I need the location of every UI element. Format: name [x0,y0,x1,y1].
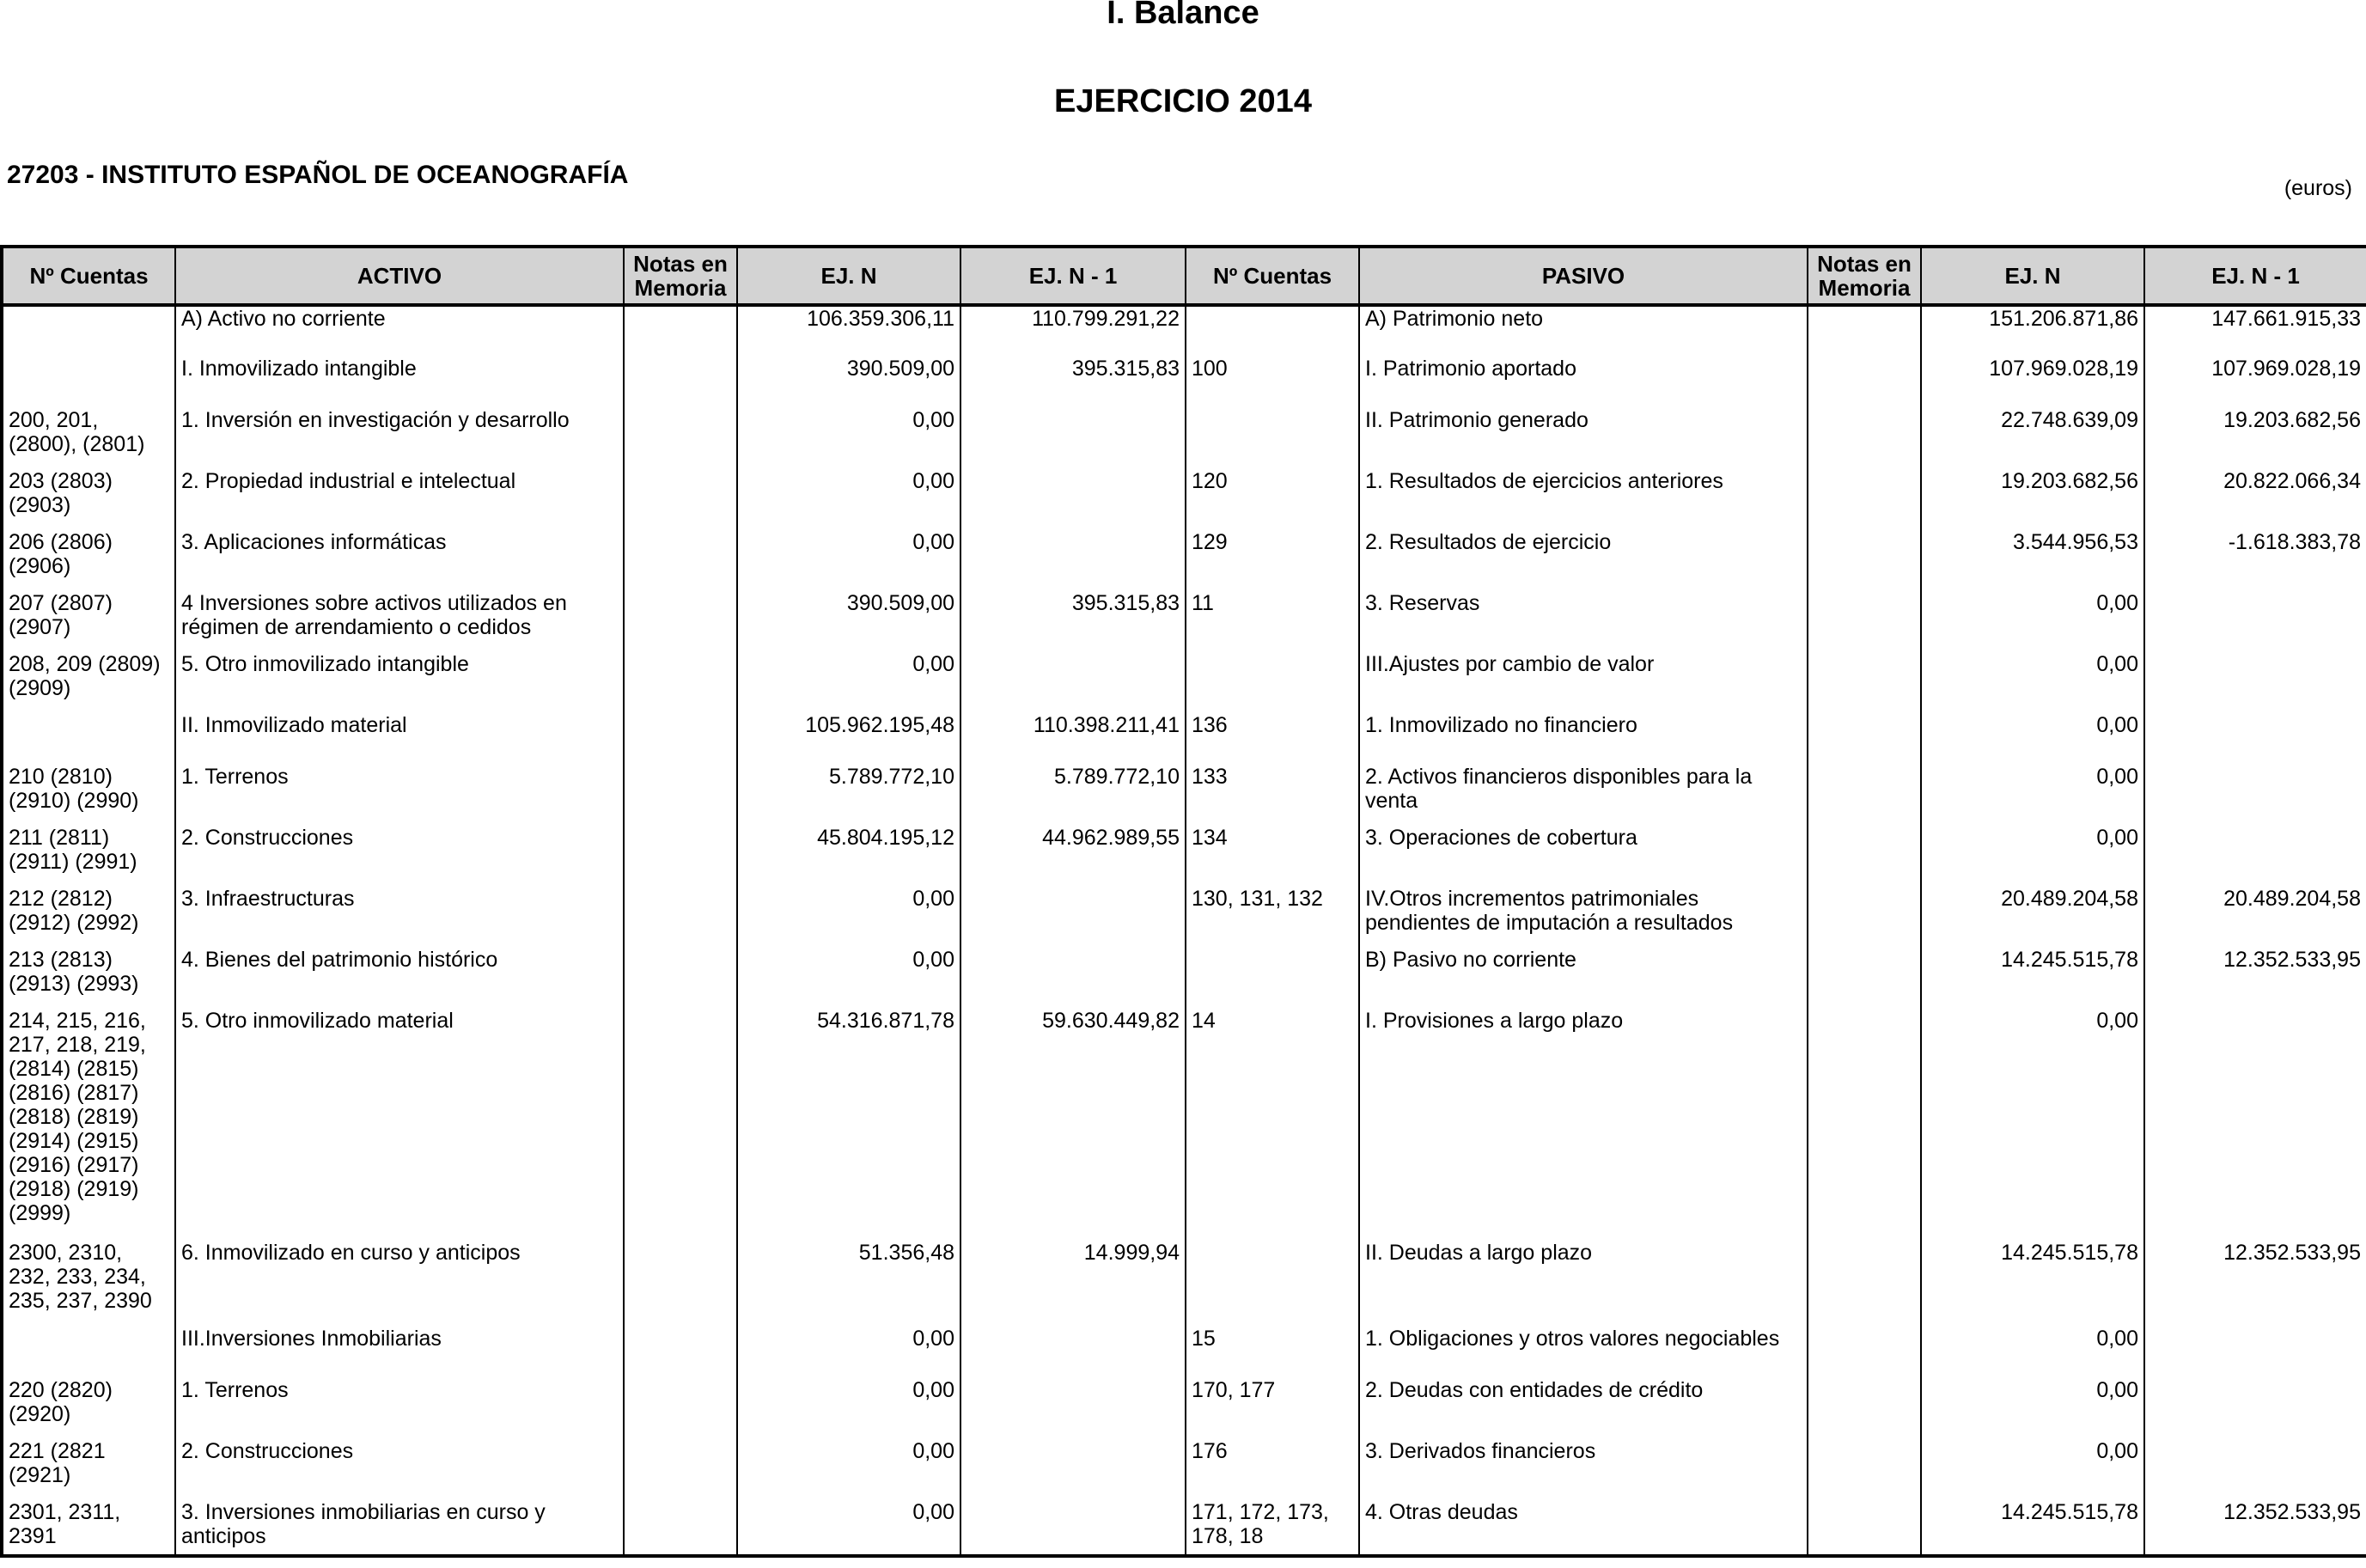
cell-notas-pasivo [1808,469,1921,530]
cell-activo-label: 1. Inversión en investigación y desarrollo [175,408,624,469]
cell-notas-pasivo [1808,305,1921,357]
col-header-ej-n-activo: EJ. N [737,247,960,305]
cell-ej-n1-pasivo [2144,765,2366,826]
cell-notas-pasivo [1808,948,1921,1009]
cell-cuentas-pasivo [1186,408,1359,469]
cell-activo-label: A) Activo no corriente [175,305,624,357]
cell-ej-n-pasivo: 0,00 [1921,1439,2144,1500]
cell-pasivo-label: III.Ajustes por cambio de valor [1359,652,1808,713]
cell-ej-n-pasivo: 14.245.515,78 [1921,1241,2144,1327]
cell-ej-n-activo: 390.509,00 [737,357,960,408]
cell-ej-n-activo: 0,00 [737,1439,960,1500]
cell-ej-n-pasivo: 0,00 [1921,1009,2144,1241]
table-row [2,948,2366,1009]
cell-ej-n-activo: 45.804.195,12 [737,826,960,887]
cell-ej-n1-activo: 395.315,83 [960,591,1186,652]
cell-cuentas-activo [2,305,175,357]
cell-notas-activo [624,713,737,765]
cell-ej-n1-activo: 5.789.772,10 [960,765,1186,826]
cell-ej-n-pasivo: 151.206.871,86 [1921,305,2144,357]
cell-ej-n1-pasivo: -1.618.383,78 [2144,530,2366,591]
cell-ej-n1-pasivo: 20.822.066,34 [2144,469,2366,530]
cell-notas-activo [624,1009,737,1241]
cell-pasivo-label: 1. Resultados de ejercicios anteriores [1359,469,1808,530]
cell-cuentas-activo: 210 (2810) (2910) (2990) [2,765,175,826]
col-header-pasivo: PASIVO [1359,247,1808,305]
cell-cuentas-activo: 220 (2820) (2920) [2,1378,175,1439]
cell-ej-n-activo: 5.789.772,10 [737,765,960,826]
cell-notas-activo [624,530,737,591]
cell-ej-n1-activo [960,1500,1186,1556]
cell-ej-n-activo: 0,00 [737,1500,960,1556]
col-header-ej-n-pasivo: EJ. N [1921,247,2144,305]
cell-pasivo-label: 1. Obligaciones y otros valores negociables [1359,1327,1808,1378]
col-header-notas-pasivo: Notas en Memoria [1808,247,1921,305]
cell-pasivo-label: 2. Activos financieros disponibles para la venta [1359,765,1808,826]
cell-ej-n1-activo [960,408,1186,469]
cell-pasivo-label: II. Deudas a largo plazo [1359,1241,1808,1327]
cell-ej-n1-pasivo: 147.661.915,33 [2144,305,2366,357]
cell-notas-activo [624,408,737,469]
cell-notas-activo [624,887,737,948]
report-subtitle: EJERCICIO 2014 [1054,83,1312,119]
cell-ej-n1-activo [960,887,1186,948]
cell-cuentas-pasivo: 170, 177 [1186,1378,1359,1439]
cell-activo-label: 2. Construcciones [175,826,624,887]
cell-cuentas-activo: 212 (2812) (2912) (2992) [2,887,175,948]
cell-notas-activo [624,305,737,357]
table-row [2,1378,2366,1439]
cell-activo-label: 1. Terrenos [175,765,624,826]
cell-ej-n1-pasivo: 20.489.204,58 [2144,887,2366,948]
cell-notas-pasivo [1808,1439,1921,1500]
cell-pasivo-label: B) Pasivo no corriente [1359,948,1808,1009]
cell-notas-pasivo [1808,652,1921,713]
cell-pasivo-label: 3. Derivados financieros [1359,1439,1808,1500]
cell-ej-n1-activo: 110.799.291,22 [960,305,1186,357]
cell-cuentas-activo: 2301, 2311, 2391 [2,1500,175,1556]
col-header-ej-n1-activo: EJ. N - 1 [960,247,1186,305]
col-header-cuentas-pasivo: Nº Cuentas [1186,247,1359,305]
cell-cuentas-pasivo: 14 [1186,1009,1359,1241]
cell-cuentas-activo [2,1327,175,1378]
table-row [2,1327,2366,1378]
cell-cuentas-pasivo [1186,652,1359,713]
cell-activo-label: I. Inmovilizado intangible [175,357,624,408]
cell-ej-n1-activo [960,1439,1186,1500]
cell-activo-label: 4 Inversiones sobre activos utilizados en régimen de arrendamiento o cedidos [175,591,624,652]
cell-notas-pasivo [1808,1378,1921,1439]
cell-pasivo-label: I. Provisiones a largo plazo [1359,1009,1808,1241]
cell-activo-label: II. Inmovilizado material [175,713,624,765]
cell-ej-n-pasivo: 19.203.682,56 [1921,469,2144,530]
cell-ej-n-pasivo: 0,00 [1921,765,2144,826]
cell-notas-activo [624,765,737,826]
entity-name: 27203 - INSTITUTO ESPAÑOL DE OCEANOGRAFÍA [7,161,629,189]
cell-ej-n-pasivo: 14.245.515,78 [1921,948,2144,1009]
table-row [2,591,2366,652]
cell-ej-n-activo: 106.359.306,11 [737,305,960,357]
cell-cuentas-activo: 208, 209 (2809) (2909) [2,652,175,713]
cell-ej-n1-activo: 59.630.449,82 [960,1009,1186,1241]
cell-pasivo-label: 3. Operaciones de cobertura [1359,826,1808,887]
cell-cuentas-activo: 2300, 2310, 232, 233, 234, 235, 237, 2390 [2,1241,175,1327]
col-header-cuentas-activo: Nº Cuentas [2,247,175,305]
cell-ej-n-activo: 51.356,48 [737,1241,960,1327]
cell-activo-label: 3. Aplicaciones informáticas [175,530,624,591]
cell-notas-activo [624,1439,737,1500]
cell-notas-activo [624,948,737,1009]
cell-notas-pasivo [1808,713,1921,765]
cell-cuentas-pasivo [1186,1241,1359,1327]
cell-ej-n-activo: 0,00 [737,1327,960,1378]
cell-notas-activo [624,357,737,408]
cell-ej-n-activo: 0,00 [737,887,960,948]
cell-cuentas-pasivo [1186,305,1359,357]
cell-notas-pasivo [1808,591,1921,652]
cell-activo-label: 4. Bienes del patrimonio histórico [175,948,624,1009]
cell-ej-n-pasivo: 107.969.028,19 [1921,357,2144,408]
cell-cuentas-pasivo: 171, 172, 173, 178, 18 [1186,1500,1359,1556]
cell-ej-n-activo: 0,00 [737,408,960,469]
cell-cuentas-pasivo: 15 [1186,1327,1359,1378]
cell-activo-label: 3. Inversiones inmobiliarias en curso y anticipos [175,1500,624,1556]
cell-ej-n-pasivo: 20.489.204,58 [1921,887,2144,948]
cell-ej-n1-activo [960,652,1186,713]
cell-cuentas-activo: 211 (2811) (2911) (2991) [2,826,175,887]
cell-ej-n1-pasivo [2144,652,2366,713]
cell-notas-activo [624,826,737,887]
cell-ej-n1-activo [960,530,1186,591]
cell-pasivo-label: I. Patrimonio aportado [1359,357,1808,408]
cell-ej-n-pasivo: 22.748.639,09 [1921,408,2144,469]
report-title: I. Balance [1107,0,1259,31]
table-row [2,1500,2366,1556]
cell-ej-n-pasivo: 14.245.515,78 [1921,1500,2144,1556]
cell-ej-n-pasivo: 0,00 [1921,1327,2144,1378]
cell-notas-activo [624,1327,737,1378]
cell-ej-n1-activo: 110.398.211,41 [960,713,1186,765]
cell-ej-n1-activo [960,469,1186,530]
col-header-notas-activo: Notas en Memoria [624,247,737,305]
cell-ej-n1-pasivo [2144,591,2366,652]
cell-cuentas-activo [2,713,175,765]
cell-ej-n1-activo [960,1378,1186,1439]
cell-cuentas-activo [2,357,175,408]
cell-cuentas-pasivo: 136 [1186,713,1359,765]
cell-activo-label: 6. Inmovilizado en curso y anticipos [175,1241,624,1327]
cell-pasivo-label: 2. Resultados de ejercicio [1359,530,1808,591]
col-header-activo: ACTIVO [175,247,624,305]
col-header-ej-n1-pasivo: EJ. N - 1 [2144,247,2366,305]
cell-notas-pasivo [1808,1327,1921,1378]
cell-ej-n-pasivo: 0,00 [1921,652,2144,713]
cell-ej-n-pasivo: 0,00 [1921,713,2144,765]
cell-notas-activo [624,591,737,652]
cell-ej-n1-pasivo [2144,1009,2366,1241]
cell-cuentas-pasivo: 176 [1186,1439,1359,1500]
cell-ej-n1-activo: 44.962.989,55 [960,826,1186,887]
cell-cuentas-pasivo: 129 [1186,530,1359,591]
cell-ej-n1-activo [960,948,1186,1009]
cell-pasivo-label: A) Patrimonio neto [1359,305,1808,357]
cell-notas-pasivo [1808,887,1921,948]
cell-cuentas-pasivo: 120 [1186,469,1359,530]
cell-ej-n-activo: 0,00 [737,1378,960,1439]
table-row [2,1009,2366,1241]
cell-activo-label: 2. Construcciones [175,1439,624,1500]
table-row [2,530,2366,591]
cell-cuentas-pasivo: 133 [1186,765,1359,826]
cell-ej-n1-activo: 14.999,94 [960,1241,1186,1327]
cell-ej-n1-activo: 395.315,83 [960,357,1186,408]
cell-ej-n-activo: 0,00 [737,652,960,713]
cell-notas-activo [624,652,737,713]
cell-notas-activo [624,1241,737,1327]
cell-cuentas-pasivo: 134 [1186,826,1359,887]
cell-notas-pasivo [1808,1241,1921,1327]
table-row [2,652,2366,713]
cell-cuentas-activo: 213 (2813) (2913) (2993) [2,948,175,1009]
cell-pasivo-label: II. Patrimonio generado [1359,408,1808,469]
table-row [2,408,2366,469]
cell-ej-n1-pasivo: 19.203.682,56 [2144,408,2366,469]
cell-cuentas-activo: 221 (2821 (2921) [2,1439,175,1500]
table-row [2,1241,2366,1327]
cell-notas-pasivo [1808,530,1921,591]
cell-activo-label: 5. Otro inmovilizado intangible [175,652,624,713]
cell-ej-n-activo: 0,00 [737,948,960,1009]
cell-notas-pasivo [1808,1500,1921,1556]
table-row [2,1439,2366,1500]
cell-notas-activo [624,1500,737,1556]
cell-cuentas-activo: 203 (2803) (2903) [2,469,175,530]
cell-cuentas-pasivo [1186,948,1359,1009]
cell-ej-n1-pasivo [2144,713,2366,765]
cell-notas-activo [624,469,737,530]
cell-pasivo-label: 4. Otras deudas [1359,1500,1808,1556]
cell-cuentas-pasivo: 130, 131, 132 [1186,887,1359,948]
cell-notas-pasivo [1808,357,1921,408]
cell-ej-n-pasivo: 3.544.956,53 [1921,530,2144,591]
cell-ej-n-pasivo: 0,00 [1921,1378,2144,1439]
cell-ej-n1-pasivo: 12.352.533,95 [2144,1241,2366,1327]
cell-pasivo-label: 2. Deudas con entidades de crédito [1359,1378,1808,1439]
cell-notas-activo [624,1378,737,1439]
cell-pasivo-label: 3. Reservas [1359,591,1808,652]
table-row [2,887,2366,948]
table-row [2,305,2366,357]
cell-notas-pasivo [1808,408,1921,469]
cell-notas-pasivo [1808,826,1921,887]
cell-activo-label: 3. Infraestructuras [175,887,624,948]
cell-cuentas-activo: 200, 201, (2800), (2801) [2,408,175,469]
cell-activo-label: 5. Otro inmovilizado material [175,1009,624,1241]
table-row [2,357,2366,408]
cell-ej-n1-pasivo [2144,1327,2366,1378]
cell-ej-n1-pasivo: 107.969.028,19 [2144,357,2366,408]
cell-ej-n1-pasivo: 12.352.533,95 [2144,948,2366,1009]
cell-ej-n1-pasivo: 12.352.533,95 [2144,1500,2366,1556]
cell-notas-pasivo [1808,765,1921,826]
cell-ej-n1-pasivo [2144,1378,2366,1439]
balance-table [0,245,2366,1558]
cell-cuentas-pasivo: 11 [1186,591,1359,652]
cell-ej-n-activo: 0,00 [737,530,960,591]
cell-ej-n1-pasivo [2144,1439,2366,1500]
units-label: (euros) [2284,176,2352,200]
table-row [2,826,2366,887]
cell-cuentas-pasivo: 100 [1186,357,1359,408]
cell-ej-n-pasivo: 0,00 [1921,591,2144,652]
cell-cuentas-activo: 214, 215, 216, 217, 218, 219, (2814) (2815) (2816) (2817) (2818) (2819) (2914) (2915) (2916) (2917) (2918) (2919) (2999) [2,1009,175,1241]
cell-ej-n-activo: 54.316.871,78 [737,1009,960,1241]
cell-ej-n-activo: 105.962.195,48 [737,713,960,765]
table-row [2,469,2366,530]
cell-ej-n-activo: 0,00 [737,469,960,530]
cell-ej-n-pasivo: 0,00 [1921,826,2144,887]
table-row [2,713,2366,765]
table-header-row [2,247,2366,305]
table-row [2,765,2366,826]
cell-cuentas-activo: 206 (2806) (2906) [2,530,175,591]
cell-ej-n1-pasivo [2144,826,2366,887]
cell-activo-label: 2. Propiedad industrial e intelectual [175,469,624,530]
cell-activo-label: 1. Terrenos [175,1378,624,1439]
cell-pasivo-label: 1. Inmovilizado no financiero [1359,713,1808,765]
cell-ej-n-activo: 390.509,00 [737,591,960,652]
cell-ej-n1-activo [960,1327,1186,1378]
cell-notas-pasivo [1808,1009,1921,1241]
cell-activo-label: III.Inversiones Inmobiliarias [175,1327,624,1378]
cell-cuentas-activo: 207 (2807) (2907) [2,591,175,652]
cell-pasivo-label: IV.Otros incrementos patrimoniales pendientes de imputación a resultados [1359,887,1808,948]
